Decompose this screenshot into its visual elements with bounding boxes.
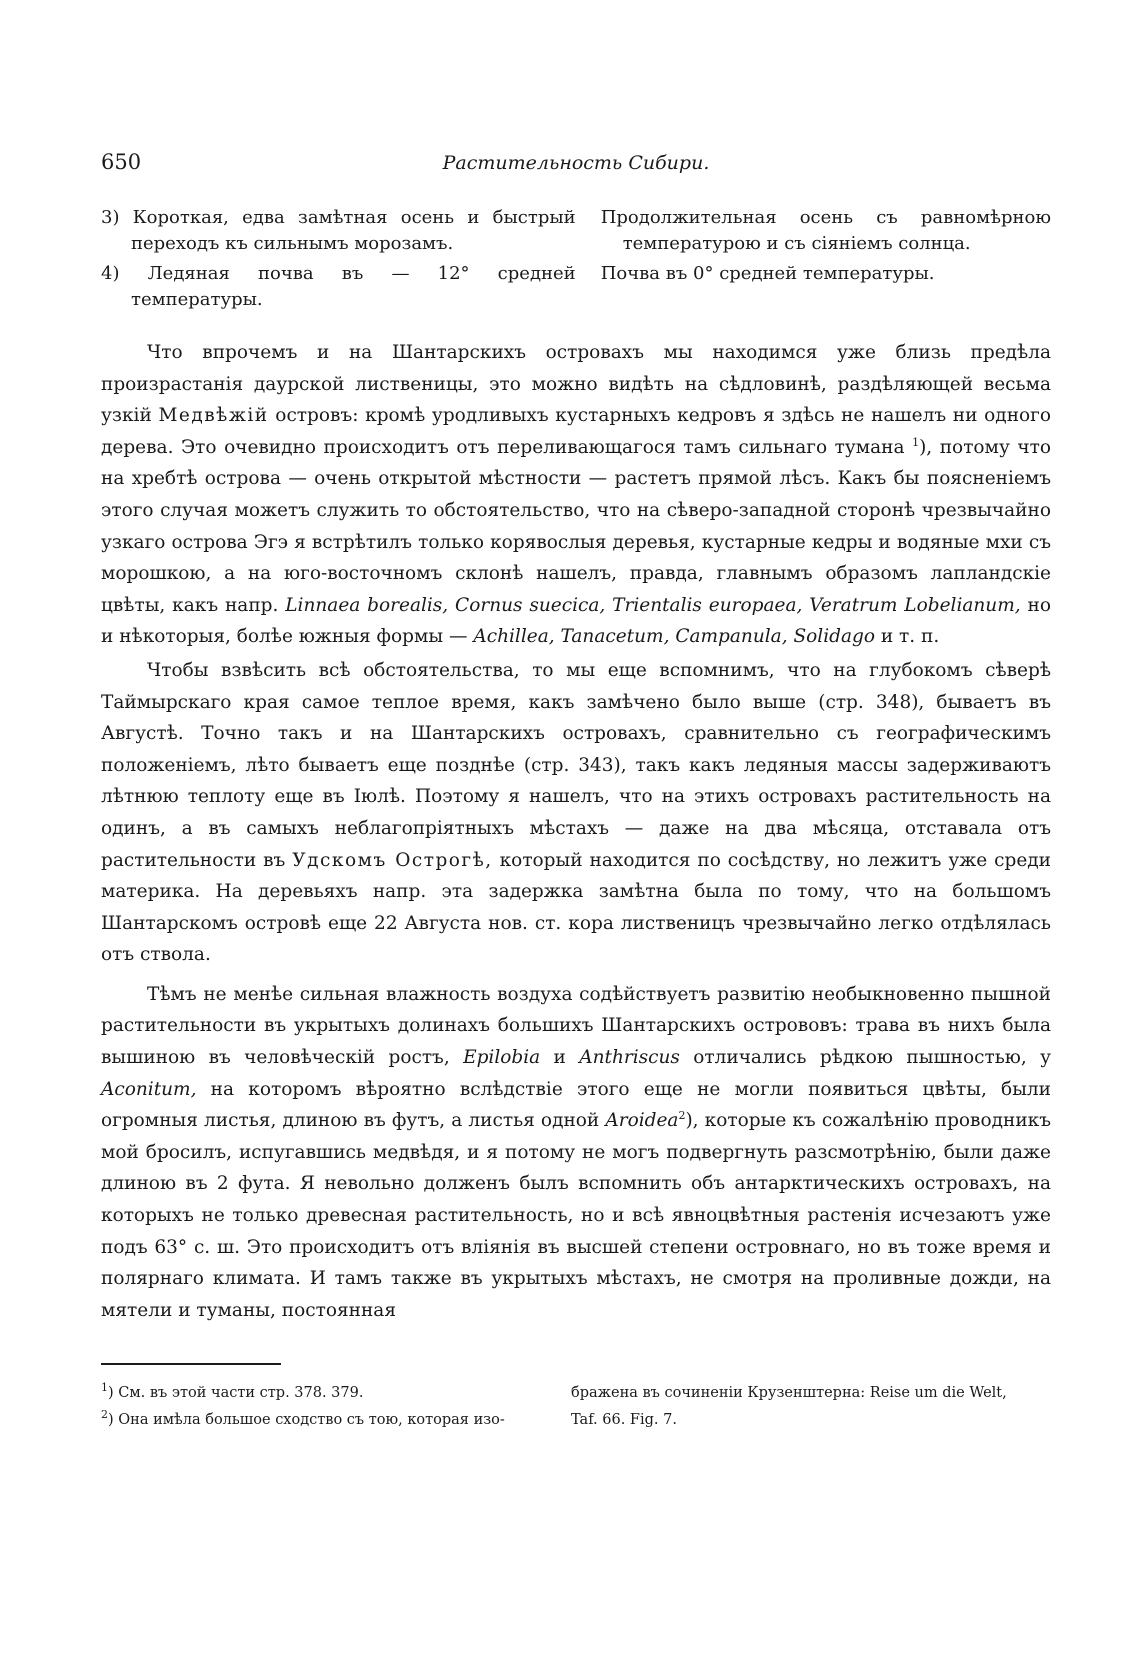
text-run: и т. п. (874, 626, 940, 648)
italic-species: Achillea, Tanacetum, Campanula, Solidago (473, 626, 875, 648)
footnote-2-continued: бражена въ сочиненіи Крузенштерна: Reise um die Welt, Taf. 66. Fig. 7. (571, 1385, 1007, 1428)
italic-species: Linnaea borealis, Cornus suecica, Trientalis europaea, Veratrum Lobelianum, (285, 594, 1021, 616)
comparison-right: Почва въ 0° средней температуры. (600, 263, 935, 284)
spaced-text: Медвѣжій (158, 405, 269, 427)
footnote-mark: 2 (101, 1408, 108, 1422)
comparison-list (101, 205, 1051, 317)
spaced-text: Удскомъ Острогѣ, (292, 849, 493, 871)
text-run: островъ: кромѣ уродливыхъ кустарныхъ кедровъ я здѣсь не нашелъ ни одного дерева. Это очевидно происходитъ отъ переливающагося тамъ сильнаго тумана (101, 405, 1051, 458)
running-title: Растительность Сибири. (442, 152, 710, 174)
text-run: Чтобы взвѣсить всѣ обстоятельства, то мы еще вспомнимъ, что на глубокомъ сѣверѣ Таймырскаго края самое теплое время, какъ замѣчено было выше (стр. 348), бываетъ въ Августѣ. Точно такъ и на Шантарскихъ островахъ, сравнительно съ географическимъ положеніемъ, лѣто бываетъ еще позднѣе (стр. 343), такъ какъ ледяныя массы задерживаютъ лѣтнюю теплоту еще въ Іюлѣ. Поэтому я нашелъ, что на этихъ островахъ растительность на одинъ, а въ самыхъ неблагопріятныхъ мѣстахъ — даже на два мѣсяца, отставала отъ растительности въ (101, 659, 1051, 871)
text-run: но и нѣкоторыя, болѣе южныя формы — (101, 594, 1051, 648)
text-run: ), которые къ сожалѣнію проводникъ мой бросилъ, испугавшись медвѣдя, и я потому не могъ подвергнуть разсмотрѣнію, были даже длиною въ 2 фута. Я невольно долженъ былъ вспомнить объ антарктическихъ островахъ, на которыхъ не только древесная растительность, но и всѣ явноцвѣтныя растенія исчезаютъ уже подъ 63° с. ш. Это происходитъ отъ вліянія въ высшей степени островнаго, но въ тоже время и полярнаго климата. И тамъ также въ укрытыхъ мѣстахъ, не смотря на проливные дожди, на мятели и туманы, постоянная (101, 1110, 1051, 1321)
paragraph-2 (101, 655, 1051, 971)
footnote-ref-2: 2 (678, 1109, 686, 1123)
paragraph-3 (101, 979, 1051, 1327)
italic-species: Aconitum, (101, 1078, 197, 1100)
text-run: и (540, 1047, 580, 1069)
text-run: который находится по сосѣдству, но лежитъ уже среди материка. На деревьяхъ напр. эта задержка замѣтна была по тому, что на большомъ Шантарскомъ островѣ еще 22 Августа нов. ст. кора лиственицъ чрезвычайно легко отдѣлялась отъ ствола. (101, 849, 1051, 966)
text-run: ), потому что на хребтѣ острова — очень открытой мѣстности — растетъ прямой лѣсъ. Какъ бы поясненіемъ этого случая можетъ служить то обстоятельство, что на сѣверо-западной сторонѣ чрезвычайно узкаго острова Эгэ я встрѣтилъ только корявослыя деревья, кустарные кедры и водяные мхи съ морошкою, а на юго-восточномъ склонѣ нашелъ, правда, главнымъ образомъ лапландскіе цвѣты, какъ напр. (101, 436, 1051, 616)
footnote-text: ) См. въ этой части стр. 378. 379. (108, 1385, 364, 1401)
text-run: Тѣмъ не менѣе сильная влажность воздуха содѣйствуетъ развитію необыкновенно пышной растительности въ укрытыхъ долинахъ большихъ Шантарскихъ острововъ: трава въ нихъ была вышиною въ человѣческій ростъ, (101, 983, 1051, 1069)
footnotes-left-column (101, 1380, 541, 1434)
footnote-text: ) Она имѣла большое сходство съ тою, которая изо- (108, 1412, 505, 1428)
page-number: 650 (101, 150, 142, 174)
footnotes-right-column (571, 1380, 1021, 1434)
page-header (101, 150, 1051, 182)
footnotes (101, 1380, 1051, 1434)
footnote-1 (101, 1380, 541, 1407)
italic-species: Epilobia (463, 1047, 541, 1069)
left-text: Ледяная почва въ — 12° средней температуры. (131, 263, 576, 310)
text-run: Что впрочемъ и на Шантарскихъ островахъ мы находимся уже близь предѣла произрастанія даурской лиственицы, это можно видѣть на сѣдловинѣ, раздѣляющей весьма узкій (101, 342, 1051, 427)
item-number: 3) (101, 207, 120, 228)
comparison-item-3 (101, 205, 1051, 257)
text-run: на которомъ вѣроятно вслѣдствіе этого еще не могли появиться цвѣты, были огромныя листья, длиною въ футъ, а листья одной (101, 1078, 1051, 1132)
text-run: отличались рѣдкою пышностью, у (679, 1047, 1052, 1069)
left-text: Короткая, едва замѣтная осень и быстрый переходъ къ сильнымъ морозамъ. (131, 207, 576, 254)
comparison-left (101, 205, 576, 257)
footnote-divider (101, 1363, 281, 1365)
italic-species: Anthriscus (579, 1047, 680, 1069)
item-number: 4) (101, 263, 120, 284)
comparison-right: Продолжительная осень съ равномѣрною температурою и съ сіяніемъ солнца. (600, 207, 1051, 254)
paragraph-1 (101, 337, 1051, 653)
comparison-left (101, 261, 576, 313)
body-text (101, 337, 1051, 1334)
footnote-2 (101, 1407, 541, 1434)
comparison-item-4 (101, 261, 1051, 313)
italic-species: Aroidea (605, 1110, 679, 1132)
footnote-ref-1: 1 (912, 435, 920, 449)
footnote-mark: 1 (101, 1381, 108, 1395)
